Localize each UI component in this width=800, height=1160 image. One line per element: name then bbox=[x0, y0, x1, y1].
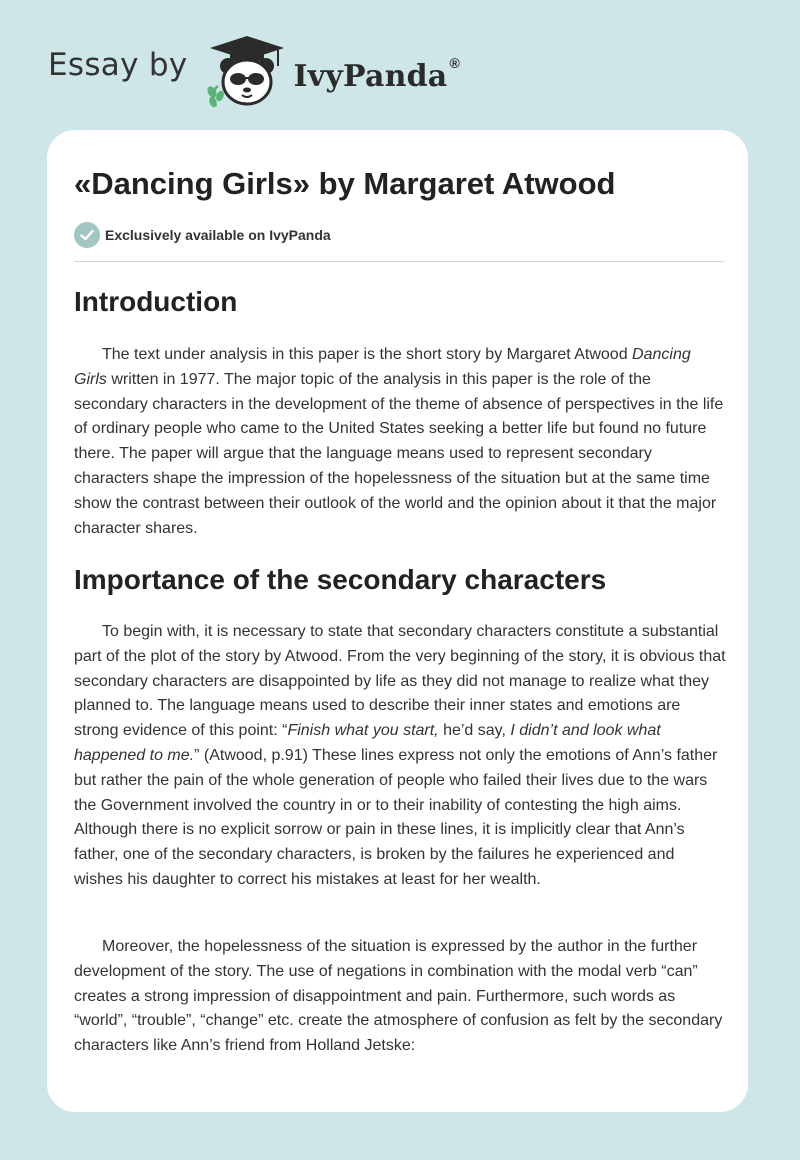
ivypanda-logo-text[interactable] bbox=[294, 55, 460, 94]
essay-by-label: Essay by bbox=[48, 47, 188, 83]
exclusive-badge bbox=[74, 222, 331, 248]
essay-title: «Dancing Girls» by Margaret Atwood bbox=[74, 166, 616, 201]
registered-mark: ® bbox=[449, 54, 460, 71]
exclusive-badge-label: Exclusively available on IvyPanda bbox=[105, 227, 331, 243]
section-heading-introduction: Introduction bbox=[74, 286, 238, 317]
paragraph-secondary-characters-2: Moreover, the hopelessness of the situation is expressed by the author in the further development of the story. The use of negations in combination with the modal verb “can” creates a strong impression of disappointment and pain. Furthermore, such words as “world”, “trouble”, “change” etc. create the atmosphere of confusion as felt by the secondary characters like Ann’s friend from Holland Jetske: bbox=[74, 938, 723, 1055]
check-circle-icon bbox=[74, 222, 100, 248]
essay-card bbox=[47, 130, 748, 1112]
site-header bbox=[48, 30, 748, 110]
paragraph-introduction: The text under analysis in this paper is the short story by Margaret Atwood Dancing Girls written in 1977. The major topic of the analysis in this paper is the role of the secondary characters in the development of the theme of absence of perspectives in the life of ordinary people who came to the United States seeking a better life but found no future there. The paper will argue that the language means used to represent secondary characters shape the impression of the hopelessness of the situation but at the same time show the contrast between their outlook of the world and the opinion about it that the major character shares. bbox=[74, 346, 724, 537]
brand-name: IvyPanda bbox=[293, 58, 448, 94]
divider bbox=[74, 261, 724, 262]
section-heading-secondary-characters: Importance of the secondary characters bbox=[74, 564, 607, 595]
paragraph-secondary-characters-1: To begin with, it is necessary to state that secondary characters constitute a substantial part of the plot of the story by Atwood. From the very beginning of the story, it is obvious that secondary characters are disappointed by life as they did not manage to realize what they planned to. The language means used to describe their inner states and emotions are strong evidence of this point: “Finish what you start, he’d say, I didn’t and look what happened to me.” (Atwood, p.91) These lines express not only the emotions of Ann’s father but rather the pain of the whole generation of people who failed their lives due to the wars the Government involved the country in or to their inability of contesting the high aims. Although there is no explicit sorrow or pain in these lines, it is implicitly clear that Ann’s father, one of the secondary characters, is broken by the failures he experienced and wishes his daughter to correct his mistakes at least for her wealth. bbox=[74, 623, 726, 888]
panda-graduate-logo-icon[interactable] bbox=[204, 30, 290, 110]
